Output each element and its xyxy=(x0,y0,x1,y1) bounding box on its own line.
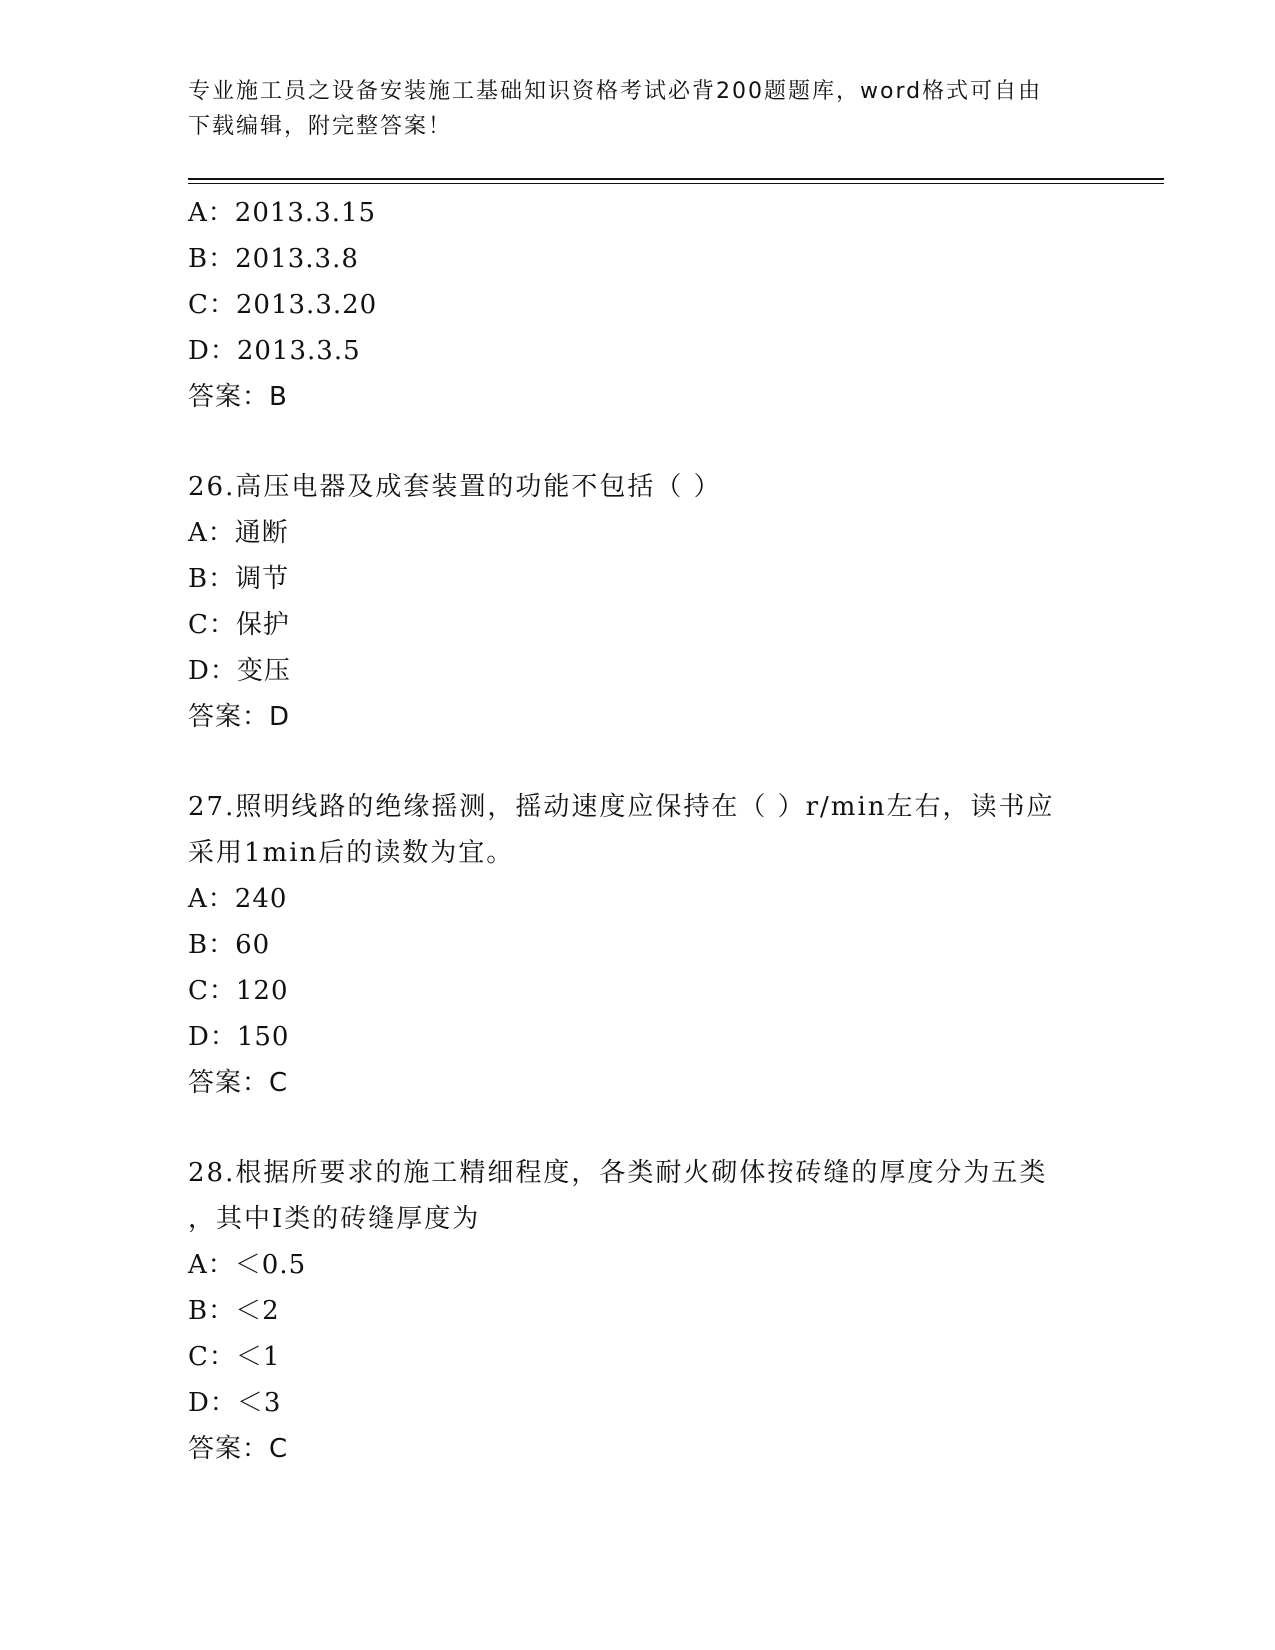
question-text-line-2: ，其中I类的砖缝厚度为 xyxy=(188,1204,481,1234)
option-d: D：2013.3.5 xyxy=(188,336,361,366)
answer-line: 答案：B xyxy=(188,382,288,412)
question-text: 26.高压电器及成套装置的功能不包括（ ） xyxy=(188,472,722,502)
question-block-28 xyxy=(188,1150,1128,1472)
option-a: A：2013.3.15 xyxy=(188,198,377,228)
option-b: B：2013.3.8 xyxy=(188,244,359,274)
question-list xyxy=(188,190,1128,1472)
option-d: D：150 xyxy=(188,1022,290,1052)
answer-line: 答案：C xyxy=(188,1434,289,1464)
question-block-25 xyxy=(188,190,1128,420)
option-a: A：通断 xyxy=(188,518,289,548)
question-text-line-1: 27.照明线路的绝缘摇测，摇动速度应保持在（ ）r/min左右，读书应 xyxy=(188,792,1055,822)
option-c: C：2013.3.20 xyxy=(188,290,378,320)
header-line-1: 专业施工员之设备安装施工基础知识资格考试必背200题题库，word格式可自由 xyxy=(188,79,1043,104)
question-text-line-1: 28.根据所要求的施工精细程度，各类耐火砌体按砖缝的厚度分为五类 xyxy=(188,1158,1048,1188)
answer-line: 答案：D xyxy=(188,702,291,732)
header-divider-thin xyxy=(188,183,1164,184)
question-block-26 xyxy=(188,464,1128,740)
option-a: A：＜0.5 xyxy=(188,1250,307,1280)
option-a: A：240 xyxy=(188,884,288,914)
option-d: D：变压 xyxy=(188,656,291,686)
option-d: D：＜3 xyxy=(188,1388,282,1418)
question-block-27 xyxy=(188,784,1128,1106)
option-c: C：＜1 xyxy=(188,1342,281,1372)
option-c: C：保护 xyxy=(188,610,290,640)
document-header xyxy=(188,74,1088,144)
answer-line: 答案：C xyxy=(188,1068,289,1098)
header-line-2: 下载编辑，附完整答案！ xyxy=(188,114,453,139)
option-b: B：＜2 xyxy=(188,1296,280,1326)
option-b: B：调节 xyxy=(188,564,290,594)
question-text-line-2: 采用1min后的读数为宜。 xyxy=(188,838,515,868)
header-divider-thick xyxy=(188,178,1164,180)
option-b: B：60 xyxy=(188,930,271,960)
option-c: C：120 xyxy=(188,976,289,1006)
